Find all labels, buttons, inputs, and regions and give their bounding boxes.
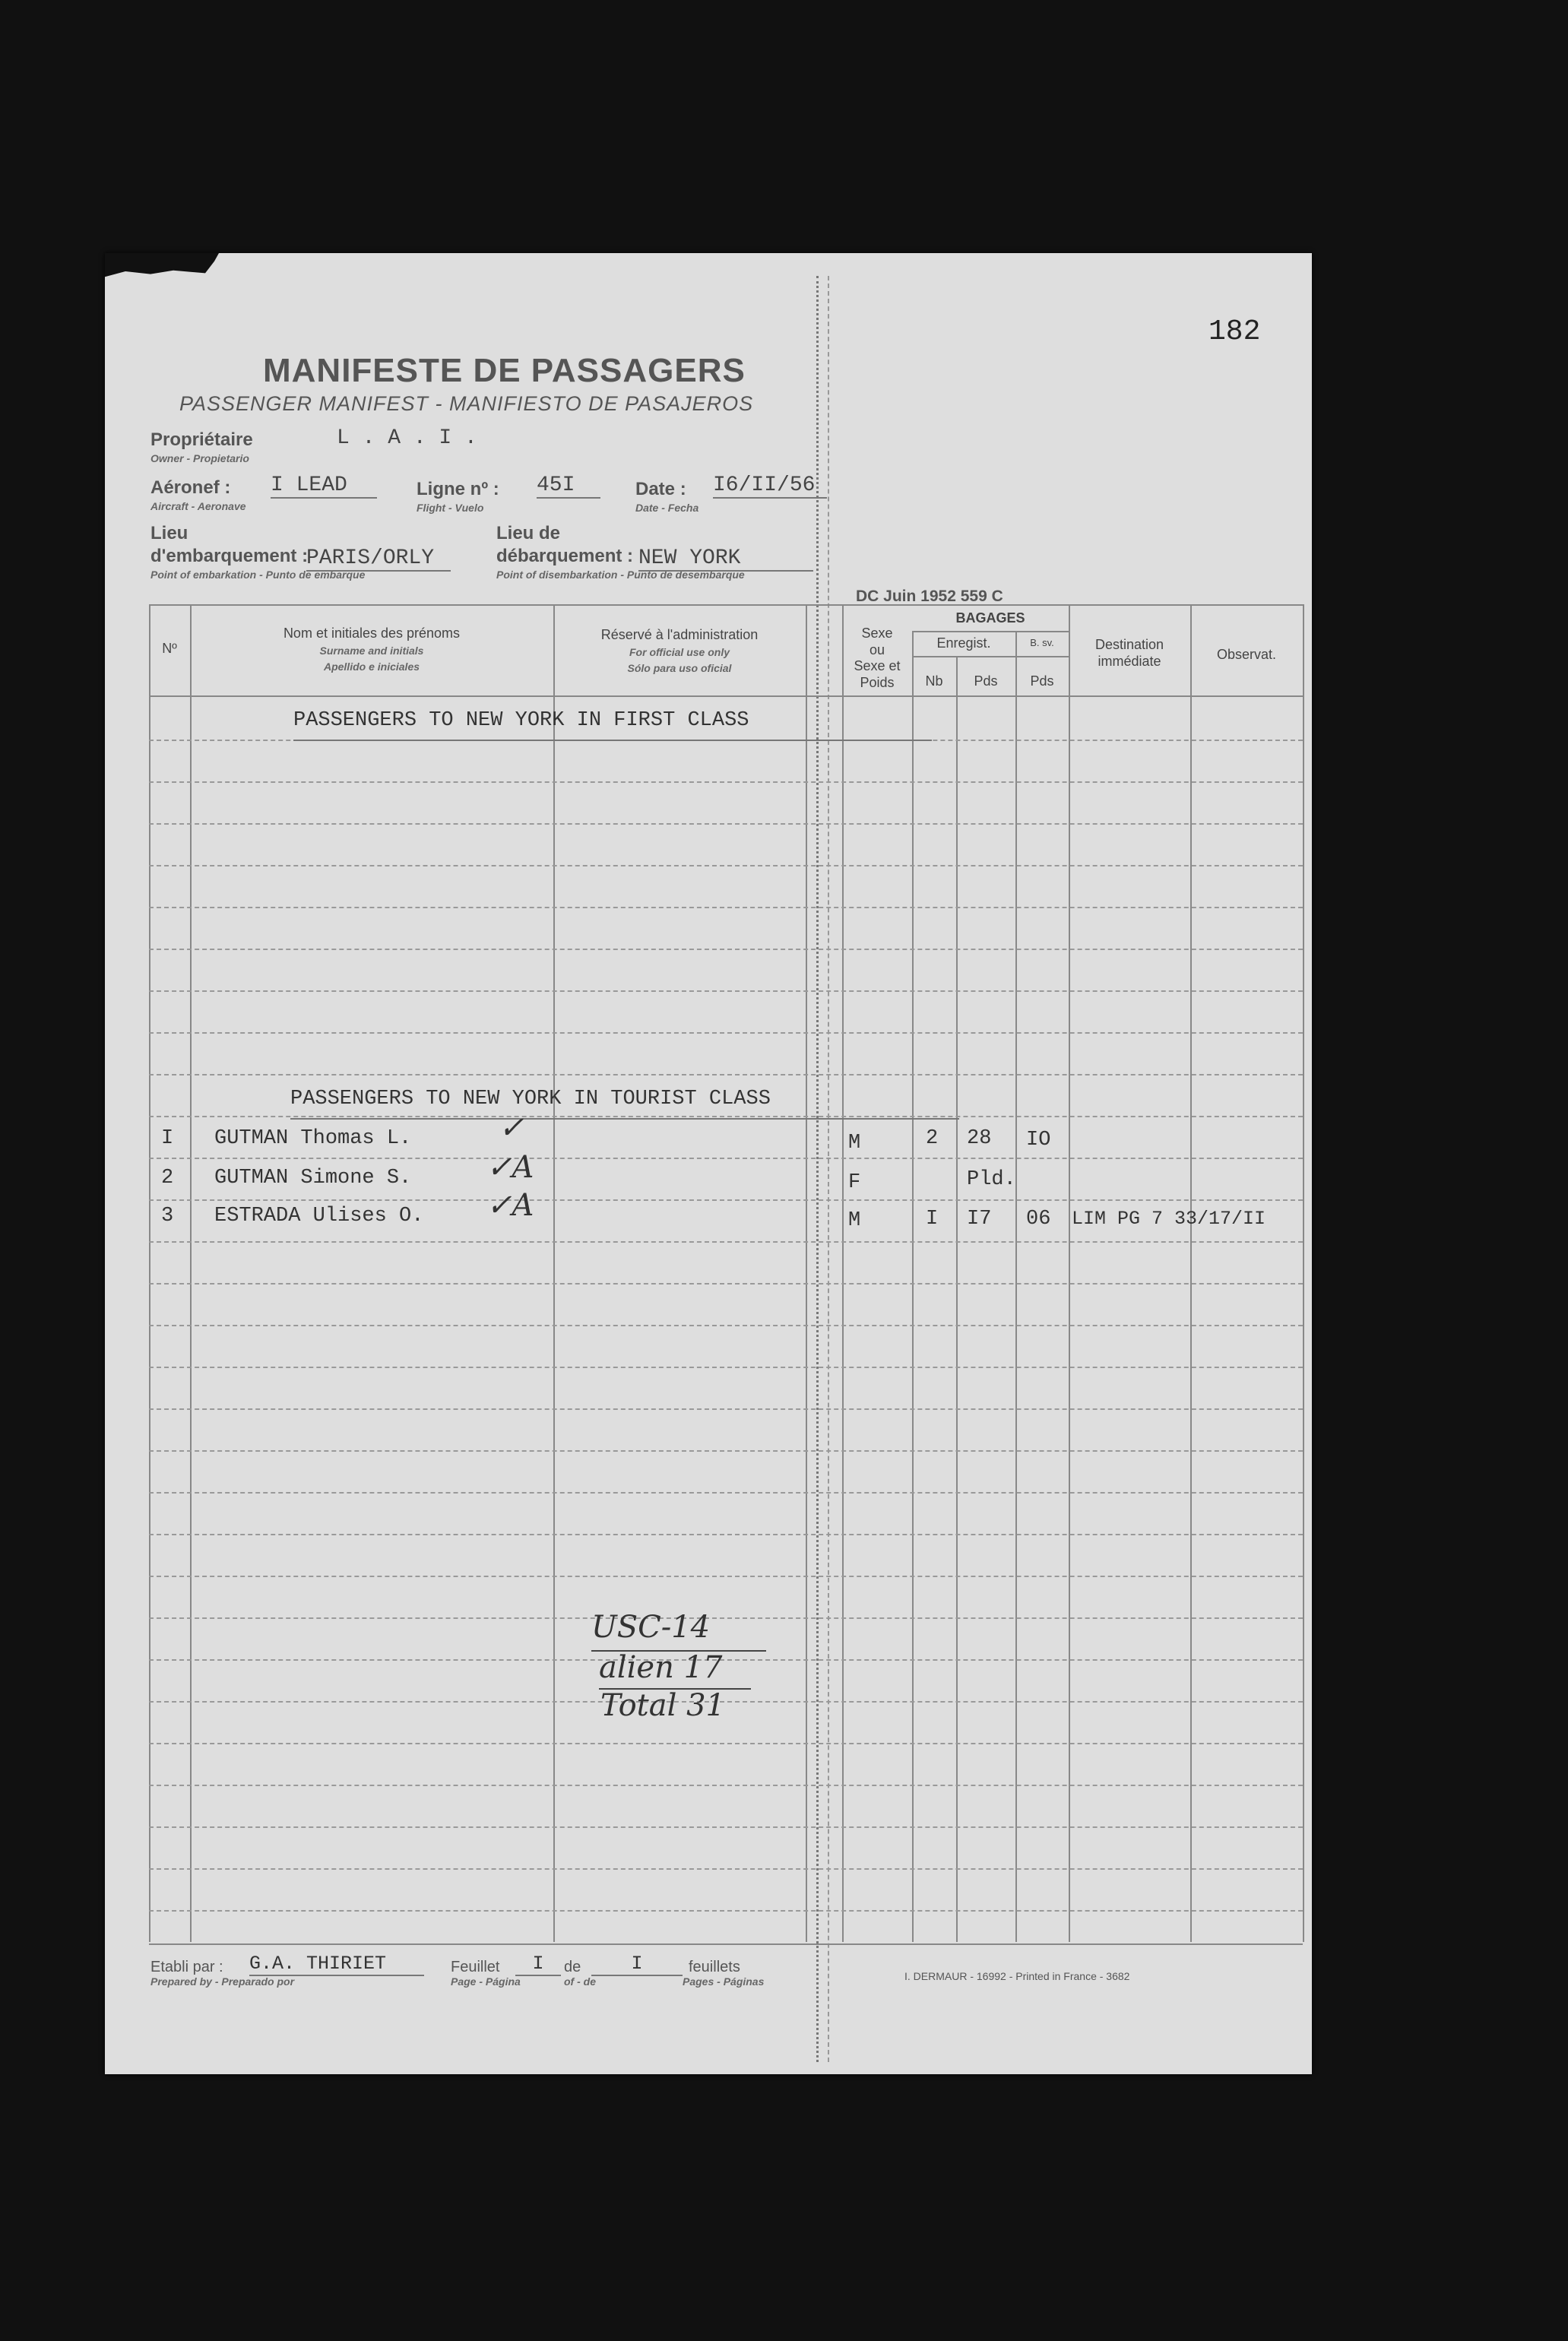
row-rule [149,1116,1303,1117]
printer-imprint: I. DERMAUR - 16992 - Printed in France - 3682 [904,1970,1130,1982]
col-admin-header: Réservé à l'administration For official use only Sólo para uso oficial [600,627,759,675]
row-rule [149,1701,1303,1703]
passenger-name: ESTRADA Ulises O. [214,1205,424,1228]
owner-value: L . A . I . [337,426,477,450]
col-sex-header: Sexe ou Sexe et Poids [854,626,901,690]
row-rule [149,1074,1303,1075]
row-rule [149,865,1303,866]
passenger-name: GUTMAN Simone S. [214,1167,412,1190]
col-pds2-header: Pds [1030,673,1054,689]
row-rule [149,1743,1303,1744]
col-divider [1069,604,1070,1942]
col-divider [842,604,844,1942]
handwritten-underline [599,1688,751,1690]
row-rule [149,1283,1303,1285]
sheet-label: Feuillet [451,1959,500,1975]
passenger-destination: LIM PG 7 33/17/II [1072,1208,1266,1230]
page-title: MANIFESTE DE PASSAGERS [263,352,746,389]
baggage-count: 2 [926,1127,939,1150]
admin-check-mark: ✓A [486,1150,534,1185]
date-label: Date : [635,479,686,499]
prepared-by-sublabel: Prepared by - Preparado por [150,1975,295,1988]
aircraft-label: Aéronef : [150,477,231,498]
passenger-sex: F [848,1171,861,1194]
row-rule [149,1785,1303,1786]
flight-sublabel: Flight - Vuelo [417,502,484,514]
prepared-by-label: Etabli par : [150,1959,223,1975]
passenger-sex: M [848,1209,861,1232]
col-hand-baggage-header: B. sv. [1030,637,1054,648]
col-divider [149,604,150,1942]
baggage-weight: 28 [967,1127,992,1150]
col-baggage-header: BAGAGES [955,610,1025,626]
passenger-no: I [161,1127,174,1150]
section-tourist-underline [290,1118,959,1120]
row-rule [149,781,1303,783]
col-registered-header: Enregist. [936,635,991,651]
col-divider [912,631,914,1942]
row-rule [149,949,1303,950]
admin-check-mark: ✓A [486,1188,534,1223]
col-divider [1303,604,1304,1942]
row-rule [149,1158,1303,1159]
baggage-rule [912,631,1069,632]
owner-sublabel: Owner - Propietario [150,452,249,464]
handwritten-usc: USC-14 [591,1610,711,1645]
row-rule [149,1576,1303,1577]
flight-value: 45I [537,474,600,499]
of-value: I [591,1953,683,1976]
admin-check-mark: ✓ [499,1110,524,1145]
aircraft-sublabel: Aircraft - Aeronave [150,500,246,512]
manifest-sheet [105,253,1312,2074]
col-pds-header: Pds [974,673,998,689]
row-rule [149,1492,1303,1494]
sheet-sublabel: Page - Página [451,1975,521,1988]
col-remarks-header: Observat. [1216,647,1277,662]
row-rule [149,1032,1303,1034]
section-first-class: PASSENGERS TO NEW YORK IN FIRST CLASS [293,709,749,732]
row-rule [149,1868,1303,1870]
prepared-by-value: G.A. THIRIET [249,1953,424,1976]
row-rule [149,990,1303,992]
row-rule [149,1534,1303,1535]
embarkation-label-1: Lieu [150,523,188,543]
passenger-no: 2 [161,1167,174,1190]
col-nb-header: Nb [925,673,943,689]
flight-label: Ligne nº : [417,479,499,499]
handwritten-underline [591,1650,766,1652]
torn-corner [105,253,219,299]
col-divider [956,656,958,1942]
row-rule [149,1910,1303,1912]
owner-label: Propriétaire [150,429,253,450]
col-divider [1190,604,1192,1942]
embarkation-sublabel: Point of embarkation - Punto de embarque [150,569,366,581]
sheets-sublabel: Pages - Páginas [683,1975,765,1988]
date-value: I6/II/56 [713,474,827,499]
row-rule [149,1325,1303,1326]
sheet-value: I [515,1953,561,1976]
passenger-no: 3 [161,1205,174,1228]
col-divider [806,604,807,1942]
header-bottom-rule [149,695,1303,697]
baggage-count: I [926,1208,939,1231]
col-no-header: Nº [162,641,177,656]
handwritten-total: Total 31 [600,1688,725,1723]
date-sublabel: Date - Fecha [635,502,699,514]
disembarkation-label-1: Lieu de [496,523,561,543]
section-tourist-class: PASSENGERS TO NEW YORK IN TOURIST CLASS [290,1088,771,1110]
baggage-weight: I7 [967,1208,992,1231]
registered-rule [912,656,1069,657]
section-first-underline [293,740,932,741]
row-rule [149,1450,1303,1452]
disembarkation-value: NEW YORK [638,546,813,572]
col-name-header: Nom et initiales des prénoms Surname and initials Apellido e iniciales [283,626,461,673]
row-rule [149,1826,1303,1828]
hand-baggage-weight: 06 [1026,1208,1051,1231]
embarkation-label-2: d'embarquement : [150,546,309,566]
handwritten-alien: alien 17 [599,1650,723,1685]
col-divider [190,604,192,1942]
disembarkation-sublabel: Point of disembarkation - Punto de desembarque [496,569,745,581]
row-rule [149,1199,1303,1201]
row-rule [149,907,1303,908]
hand-baggage-weight: IO [1026,1129,1051,1151]
page-number: 182 [1208,315,1261,348]
embarkation-value: PARIS/ORLY [306,546,451,572]
row-rule [149,1241,1303,1243]
passenger-sex: M [848,1132,861,1155]
form-reference: DC Juin 1952 559 C [856,588,1003,605]
aircraft-value: I LEAD [271,474,377,499]
row-rule [149,1659,1303,1661]
baggage-weight: Pld. [967,1168,1016,1191]
passenger-name: GUTMAN Thomas L. [214,1127,412,1150]
col-divider [553,604,555,1942]
row-rule [149,1367,1303,1368]
col-divider [1015,631,1017,1942]
row-rule [149,1408,1303,1410]
of-sublabel: of - de [564,1975,596,1988]
row-rule [149,823,1303,825]
row-rule [149,1617,1303,1619]
of-label: de [564,1959,581,1975]
disembarkation-label-2: débarquement : [496,546,634,566]
sheets-label: feuillets [689,1959,740,1975]
col-destination-header: Destination immédiate [1094,637,1164,669]
page-subtitle: PASSENGER MANIFEST - MANIFIESTO DE PASAJEROS [179,392,754,415]
